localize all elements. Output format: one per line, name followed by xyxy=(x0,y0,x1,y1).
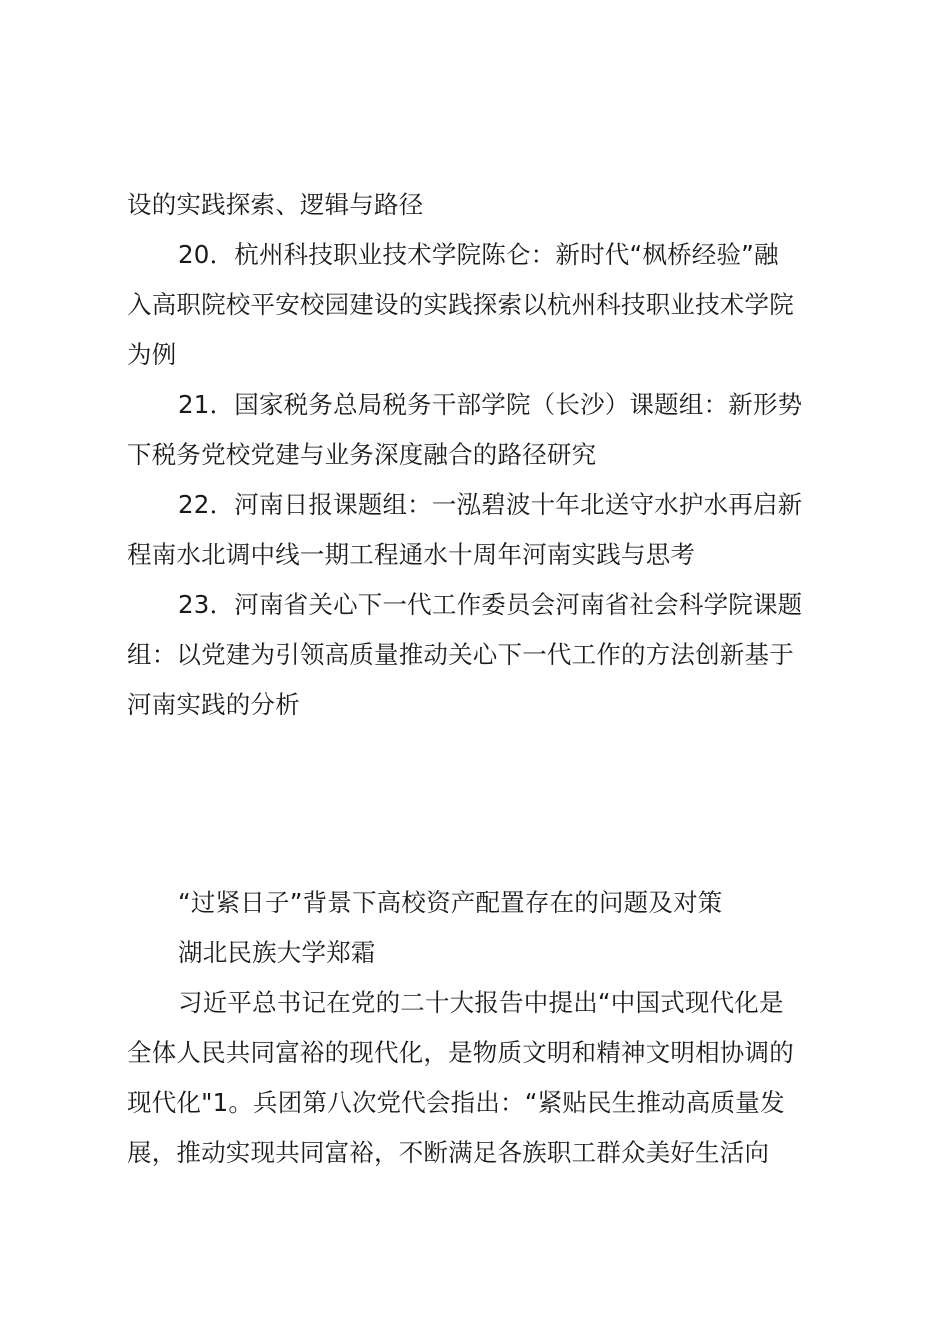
list-item-20: 20．杭州科技职业技术学院陈仑：新时代“枫桥经验”融 xyxy=(178,240,779,269)
list-item-21: 21．国家税务总局税务干部学院（长沙）课题组：新形势 xyxy=(178,390,803,419)
list-item-22: 22．河南日报课题组：一泓碧波十年北送守水护水再启新 xyxy=(178,490,803,519)
list-item-23-cont: 组：以党建为引领高质量推动关心下一代工作的方法创新基于 xyxy=(127,640,794,669)
body-paragraph-line: 展，推动实现共同富裕，不断满足各族职工群众美好生活向 xyxy=(127,1138,770,1167)
body-paragraph-line: 现代化"1。兵团第八次党代会指出：“紧贴民生推动高质量发 xyxy=(127,1088,785,1117)
list-item-23-cont-2: 河南实践的分析 xyxy=(127,690,300,719)
list-item-20-cont-2: 为例 xyxy=(127,340,177,369)
list-item-22-cont: 程南水北调中线一期工程通水十周年河南实践与思考 xyxy=(127,540,696,569)
list-line-continuation: 设的实践探索、逻辑与路径 xyxy=(127,190,424,219)
article-title: “过紧日子”背景下高校资产配置存在的问题及对策 xyxy=(178,888,723,917)
list-item-21-cont: 下税务党校党建与业务深度融合的路径研究 xyxy=(127,440,597,469)
list-item-23: 23．河南省关心下一代工作委员会河南省社会科学院课题 xyxy=(178,590,803,619)
list-item-20-cont: 入高职院校平安校园建设的实践探索以杭州科技职业技术学院 xyxy=(127,290,794,319)
body-paragraph-line: 习近平总书记在党的二十大报告中提出“中国式现代化是 xyxy=(178,988,784,1017)
body-paragraph-line: 全体人民共同富裕的现代化，是物质文明和精神文明相协调的 xyxy=(127,1038,794,1067)
article-author: 湖北民族大学郑霜 xyxy=(178,938,376,967)
